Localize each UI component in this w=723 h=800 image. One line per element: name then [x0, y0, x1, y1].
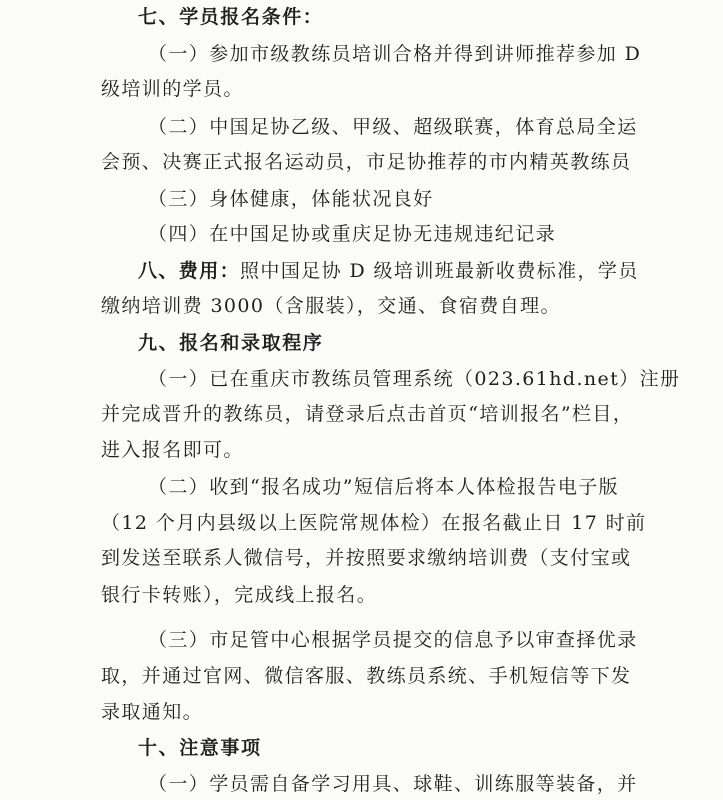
- paragraph-line: （三）市足管中心根据学员提交的信息予以审查择优录: [148, 629, 638, 651]
- paragraph-line: （一）已在重庆市教练员管理系统（023.61hd.net）注册: [148, 368, 681, 390]
- paragraph-line: 会预、决赛正式报名运动员，市足协推荐的市内精英教练员: [101, 151, 632, 173]
- paragraph-line: （三）身体健康，体能状况良好: [148, 188, 434, 210]
- paragraph-line: 并完成晋升的教练员，请登录后点击首页“培训报名”栏目，: [101, 403, 634, 425]
- paragraph-line: 到发送至联系人微信号，并按照要求缴纳培训费（支付宝或: [101, 547, 632, 569]
- paragraph-line: （一）参加市级教练员培训合格并得到讲师推荐参加 D: [148, 43, 642, 65]
- paragraph-line: 取，并通过官网、微信客服、教练员系统、手机短信等下发: [101, 665, 632, 687]
- paragraph-line: 银行卡转账），完成线上报名。: [101, 584, 378, 606]
- paragraph-line: （12 个月内县级以上医院常规体检）在报名截止日 17 时前: [101, 512, 647, 534]
- paragraph-line: （二）中国足协乙级、甲级、超级联赛，体育总局全运: [148, 116, 638, 138]
- fee-text: 照中国足协 D 级培训班最新收费标准，学员: [240, 260, 639, 282]
- paragraph-line: （二）收到“报名成功”短信后将本人体检报告电子版: [148, 476, 620, 498]
- paragraph-line: 录取通知。: [101, 701, 204, 723]
- fee-paragraph-line: [138, 256, 639, 286]
- section-heading-7: 七、学员报名条件：: [138, 6, 324, 28]
- paragraph-line: 进入报名即可。: [101, 439, 244, 461]
- section-heading-9: 九、报名和录取程序: [138, 332, 324, 354]
- paragraph-line: （一）学员需自备学习用具、球鞋、训练服等装备，并: [148, 773, 638, 795]
- section-heading-10: 十、注意事项: [138, 737, 262, 759]
- paragraph-line: 缴纳培训费 3000（含服装），交通、食宿费自理。: [101, 295, 561, 317]
- paragraph-line: 级培训的学员。: [101, 78, 244, 100]
- paragraph-line: （四）在中国足协或重庆足协无违规违纪记录: [148, 223, 557, 245]
- section-heading-8: 八、费用：: [138, 260, 241, 282]
